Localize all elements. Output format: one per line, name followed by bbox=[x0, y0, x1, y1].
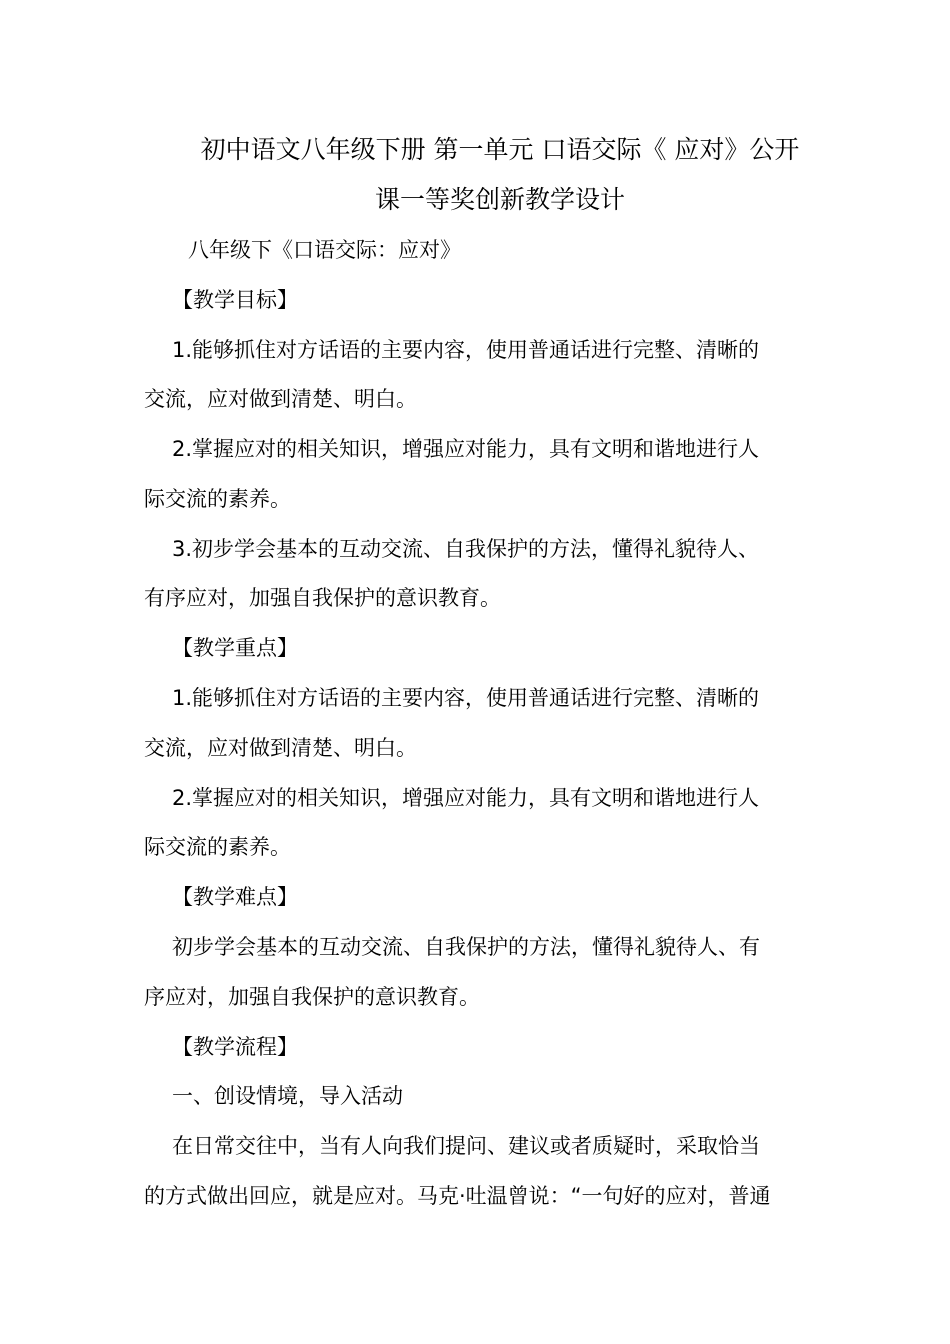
document-title-line-2: 课一等奖创新教学设计 bbox=[374, 185, 625, 214]
objective-3-line-2: 有序应对，加强自我保护的意识教育。 bbox=[144, 586, 501, 610]
section-1-heading: 一、创设情境，导入活动 bbox=[172, 1084, 403, 1108]
objective-2-line-2: 际交流的素养。 bbox=[144, 487, 291, 511]
objective-3-line-1: 3.初步学会基本的互动交流、自我保护的方法，懂得礼貌待人、 bbox=[172, 537, 760, 561]
difficulty-line-1: 初步学会基本的互动交流、自我保护的方法，懂得礼貌待人、有 bbox=[172, 935, 760, 959]
difficulty-line-2: 序应对，加强自我保护的意识教育。 bbox=[144, 985, 480, 1009]
difficulties-heading: 【教学难点】 bbox=[172, 885, 298, 909]
key-point-1-line-1: 1.能够抓住对方话语的主要内容，使用普通话进行完整、清晰的 bbox=[172, 686, 760, 710]
process-heading: 【教学流程】 bbox=[172, 1035, 298, 1059]
key-point-2-line-2: 际交流的素养。 bbox=[144, 835, 291, 859]
key-points-heading: 【教学重点】 bbox=[172, 636, 298, 660]
section-1-paragraph-line-2: 的方式做出回应，就是应对。马克·吐温曾说：“一句好的应对，普通 bbox=[144, 1184, 771, 1208]
document-title-line-1: 初中语文八年级下册 第一单元 口语交际《 应对》公开 bbox=[200, 135, 800, 164]
objective-1-line-2: 交流，应对做到清楚、明白。 bbox=[144, 387, 417, 411]
subtitle: 八年级下《口语交际：应对》 bbox=[188, 238, 461, 262]
section-1-paragraph-line-1: 在日常交往中，当有人向我们提问、建议或者质疑时，采取恰当 bbox=[172, 1134, 760, 1158]
objective-2-line-1: 2.掌握应对的相关知识，增强应对能力，具有文明和谐地进行人 bbox=[172, 437, 760, 461]
objective-1-line-1: 1.能够抓住对方话语的主要内容，使用普通话进行完整、清晰的 bbox=[172, 338, 760, 362]
objectives-heading: 【教学目标】 bbox=[172, 288, 298, 312]
key-point-1-line-2: 交流，应对做到清楚、明白。 bbox=[144, 736, 417, 760]
key-point-2-line-1: 2.掌握应对的相关知识，增强应对能力，具有文明和谐地进行人 bbox=[172, 786, 760, 810]
